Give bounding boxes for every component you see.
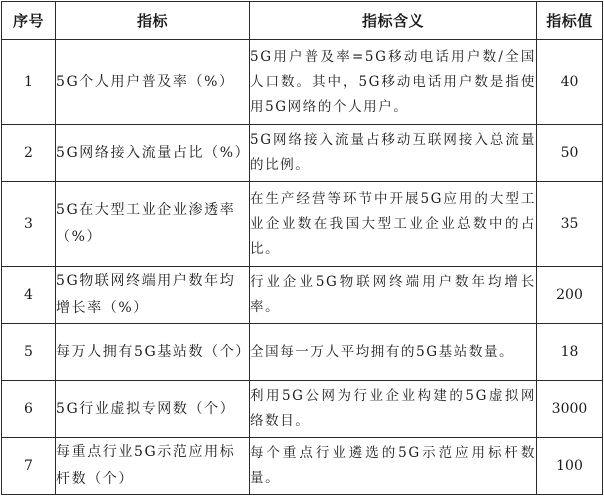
row-serial-number: 7 bbox=[2, 438, 56, 495]
header-indicator: 指标 bbox=[56, 2, 250, 40]
table-row bbox=[2, 324, 603, 381]
row-indicator-definition: 5G网络接入流量占移动互联网接入总流量的比例。 bbox=[250, 125, 537, 182]
row-serial-number: 6 bbox=[2, 381, 56, 438]
row-indicator-definition: 5G用户普及率=5G移动电话用户数/全国人口数。其中，5G移动电话用户数是指使用5G网络的个人用户。 bbox=[250, 40, 537, 125]
table-header bbox=[2, 2, 603, 40]
indicator-table bbox=[1, 1, 603, 495]
row-indicator-name: 5G物联网终端用户数年均增长率（%） bbox=[56, 267, 250, 324]
row-serial-number: 2 bbox=[2, 125, 56, 182]
header-indicator-value: 指标值 bbox=[537, 2, 603, 40]
table-row bbox=[2, 438, 603, 495]
row-indicator-name: 5G网络接入流量占比（%） bbox=[56, 125, 250, 182]
row-indicator-value: 200 bbox=[537, 267, 603, 324]
table-body bbox=[2, 40, 603, 495]
row-indicator-name: 5G在大型工业企业渗透率（%） bbox=[56, 182, 250, 267]
row-indicator-name: 5G个人用户普及率（%） bbox=[56, 40, 250, 125]
row-indicator-definition: 全国每一万人平均拥有的5G基站数量。 bbox=[250, 324, 537, 381]
row-indicator-value: 50 bbox=[537, 125, 603, 182]
row-indicator-value: 3000 bbox=[537, 381, 603, 438]
row-serial-number: 4 bbox=[2, 267, 56, 324]
row-indicator-name: 每万人拥有5G基站数（个） bbox=[56, 324, 250, 381]
row-serial-number: 5 bbox=[2, 324, 56, 381]
row-indicator-value: 40 bbox=[537, 40, 603, 125]
table-row bbox=[2, 182, 603, 267]
header-row bbox=[2, 2, 603, 40]
row-indicator-value: 18 bbox=[537, 324, 603, 381]
table-row bbox=[2, 267, 603, 324]
row-serial-number: 1 bbox=[2, 40, 56, 125]
header-indicator-meaning: 指标含义 bbox=[250, 2, 537, 40]
table-row bbox=[2, 381, 603, 438]
row-indicator-name: 5G行业虚拟专网数（个） bbox=[56, 381, 250, 438]
table-row bbox=[2, 40, 603, 125]
row-indicator-name: 每重点行业5G示范应用标杆数（个） bbox=[56, 438, 250, 495]
table-row bbox=[2, 125, 603, 182]
row-indicator-definition: 在生产经营等环节中开展5G应用的大型工业企业数在我国大型工业企业总数中的占比。 bbox=[250, 182, 537, 267]
row-indicator-definition: 利用5G公网为行业企业构建的5G虚拟网络数目。 bbox=[250, 381, 537, 438]
row-indicator-value: 100 bbox=[537, 438, 603, 495]
header-serial-number: 序号 bbox=[2, 2, 56, 40]
row-indicator-definition: 行业企业5G物联网终端用户数年均增长率。 bbox=[250, 267, 537, 324]
row-indicator-definition: 每个重点行业遴选的5G示范应用标杆数量。 bbox=[250, 438, 537, 495]
row-indicator-value: 35 bbox=[537, 182, 603, 267]
row-serial-number: 3 bbox=[2, 182, 56, 267]
